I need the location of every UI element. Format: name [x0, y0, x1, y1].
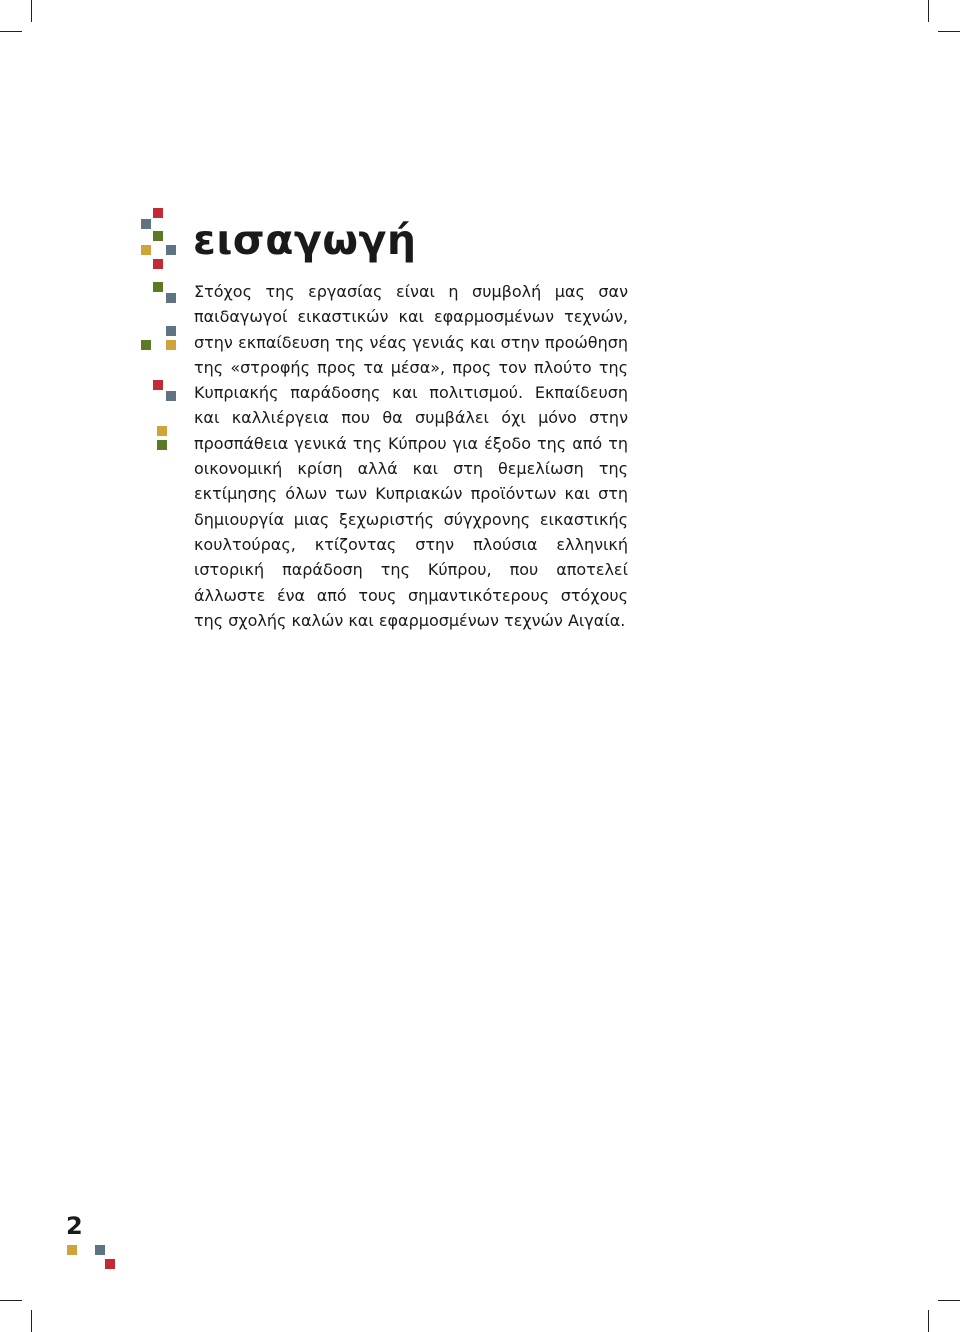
decor-square-slate [166, 293, 176, 303]
decor-square-gold [166, 340, 176, 350]
decor-square-slate [166, 391, 176, 401]
crop-mark-top-left-vertical [31, 0, 32, 22]
crop-mark-top-left-horizontal [0, 31, 22, 32]
decor-square-slate [166, 245, 176, 255]
footer-square-red [105, 1259, 115, 1269]
decor-square-olive [153, 282, 163, 292]
crop-mark-top-right-horizontal [938, 31, 960, 32]
decor-square-gold [157, 426, 167, 436]
decor-square-red [153, 259, 163, 269]
body-paragraph: Στόχος της εργασίας είναι η συμβολή μας σαν παιδαγωγοί εικαστικών και εφαρμοσμένων τεχνών, στην εκπαίδευση της νέας γενιάς και στην προώθηση της «στροφής προς τα μέσα», προς τον πλούτο της Κυπριακής παράδοσης και πολιτισμού. Εκπαίδευση και καλλιέργεια που θα συμβάλει όχι μόνο στην προσπάθεια γενικά της Κύπρου για έξοδο της από τη οικονομική κρίση αλλά και στη θεμελίωση της εκτίμησης όλων των Κυπριακών προϊόντων και στη δημιουργία μιας ξεχωριστής σύγχρονης εικαστικής κουλτούρας, κτίζοντας στην πλούσια ελληνική ιστορική παράδοση της Κύπρου, που αποτελεί άλλωστε ένα από τους σημαντικότερους στόχους της σχολής καλών και εφαρμοσμένων τεχνών Αιγαία. [194, 282, 628, 630]
decor-square-red [153, 380, 163, 390]
crop-mark-top-right-vertical [928, 0, 929, 22]
decor-square-olive [157, 440, 167, 450]
decor-square-olive [141, 340, 151, 350]
footer-square-slate [95, 1245, 105, 1255]
crop-mark-bottom-right-vertical [928, 1310, 929, 1332]
decor-square-olive [153, 231, 163, 241]
decor-square-slate [166, 326, 176, 336]
crop-mark-bottom-left-horizontal [0, 1300, 22, 1301]
footer-square-gold [67, 1245, 77, 1255]
decor-square-slate [141, 219, 151, 229]
crop-mark-bottom-left-vertical [31, 1310, 32, 1332]
crop-mark-bottom-right-horizontal [938, 1300, 960, 1301]
decor-square-gold [141, 245, 151, 255]
page-number: 2 [66, 1212, 83, 1240]
section-title: εισαγωγή [193, 216, 417, 264]
decor-square-red [153, 208, 163, 218]
